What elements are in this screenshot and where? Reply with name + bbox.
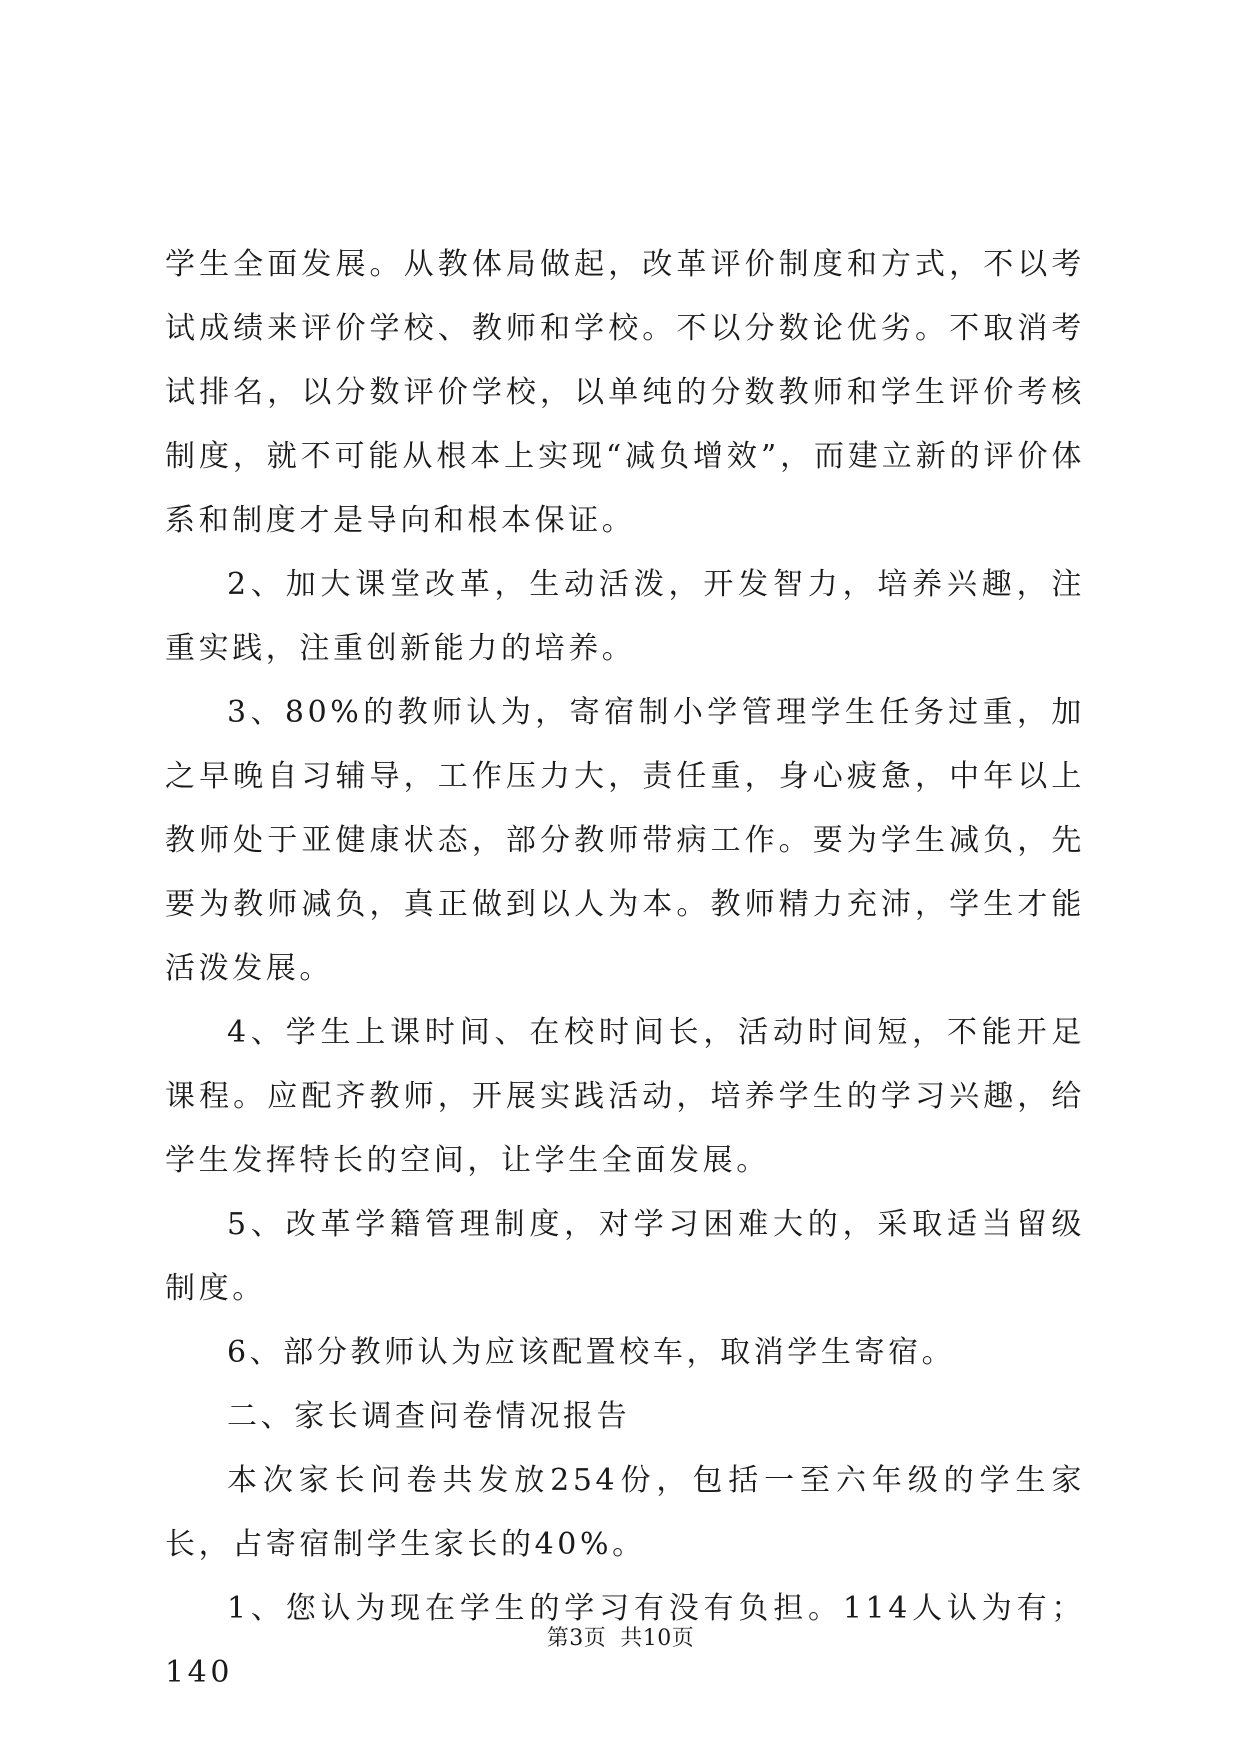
paragraph-parent-survey-intro: 本次家长问卷共发放254份，包括一至六年级的学生家长，占寄宿制学生家长的40%。 — [165, 1463, 1085, 1562]
paragraph-item-5: 5、改革学籍管理制度，对学习困难大的，采取适当留级制度。 — [165, 1207, 1085, 1306]
section-heading-parent-survey: 二、家长调查问卷情况报告 — [227, 1399, 631, 1434]
paragraph-item-3: 3、80%的教师认为，寄宿制小学管理学生任务过重，加之早晚自习辅导，工作压力大，责任重，身心疲惫，中年以上教师处于亚健康状态，部分教师带病工作。要为学生减负，先要为教师减负，真正做到以人为本。教师精力充沛，学生才能活泼发展。 — [165, 695, 1085, 986]
paragraph-item-4: 4、学生上课时间、在校时间长，活动时间短，不能开足课程。应配齐教师，开展实践活动，培养学生的学习兴趣，给学生发挥特长的空间，让学生全面发展。 — [165, 1015, 1085, 1178]
document-body — [165, 233, 1085, 1705]
page-footer — [0, 1625, 1241, 1653]
paragraph-parent-question-1: 1、您认为现在学生的学习有没有负担。114人认为有；140 — [165, 1591, 1085, 1690]
page-total: 共10页 — [620, 1626, 695, 1651]
paragraph-continuation: 学生全面发展。从教体局做起，改革评价制度和方式，不以考试成绩来评价学校、教师和学校。不以分数论优劣。不取消考试排名，以分数评价学校，以单纯的分数教师和学生评价考核制度，就不可能从根本上实现“减负增效”，而建立新的评价体系和制度才是导向和根本保证。 — [165, 247, 1085, 538]
paragraph-item-2: 2、加大课堂改革，生动活泼，开发智力，培养兴趣，注重实践，注重创新能力的培养。 — [165, 567, 1085, 666]
paragraph-item-6: 6、部分教师认为应该配置校车，取消学生寄宿。 — [227, 1335, 956, 1370]
page-number: 第3页 — [546, 1626, 607, 1651]
